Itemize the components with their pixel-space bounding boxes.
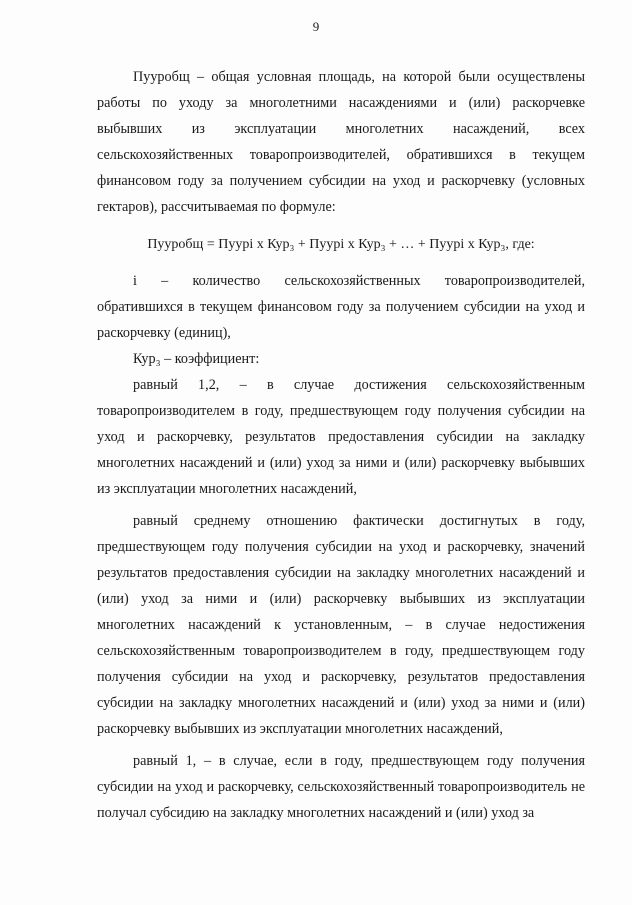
paragraph-total-area-definition: Пууробщ – общая условная площадь, на которой были осуществлены работы по уходу за многолетними насаждениями и (или) раскорчевке выбывших из эксплуатации многолетних насаждений, всех сельскохозяйственных товаропроизводителей, обратившихся в текущем финансовом году за получением субсидии на уход и раскорчевку (условных гектаров), рассчитываемая по формуле: <box>97 69 585 215</box>
paragraph-coefficient-1: равный 1, – в случае, если в году, предшествующем году получения субсидии на уход и раскорчевку, сельскохозяйственный товаропроизводитель не получал субсидию на закладку многолетних насаждений и (или) уход за <box>97 753 585 821</box>
paragraph-coefficient-1-2: равный 1,2, – в случае достижения сельскохозяйственным товаропроизводителем в году, предшествующем году получения субсидии на уход и раскорчевку, результатов предоставления субсидии на закладку многолетних насаждений и (или) уход за ними и (или) раскорчевку выбывших из эксплуатации многолетних насаждений, <box>97 377 585 497</box>
page-number: 9 <box>312 19 320 34</box>
formula: Пууробщ = Пуурi x Кур₃ + Пуурi x Кур₃ + … + Пуурi x Кур₃, где: <box>147 237 535 252</box>
document-body <box>97 64 585 826</box>
paragraph-i-definition: i – количество сельскохозяйственных товаропроизводителей, обратившихся в текущем финансовом году за получением субсидии на уход и раскорчевку (единиц), <box>97 273 585 341</box>
paragraph-coefficient-average: равный среднему отношению фактически достигнутых в году, предшествующем году получения субсидии на уход и раскорчевку, значений результатов предоставления субсидии на закладку многолетних насаждений и (или) уход за ними и (или) раскорчевку выбывших из эксплуатации многолетних насаждений к установленным, – в случае недостижения сельскохозяйственным товаропроизводителем в году, предшествующем году получения субсидии на уход и раскорчевку, результатов предоставления субсидии на закладку многолетних насаждений и (или) уход за ними и (или) раскорчевку выбывших из эксплуатации многолетних насаждений, <box>97 513 585 737</box>
paragraph-coefficient-heading: Кур₃ – коэффициент: <box>133 351 260 367</box>
